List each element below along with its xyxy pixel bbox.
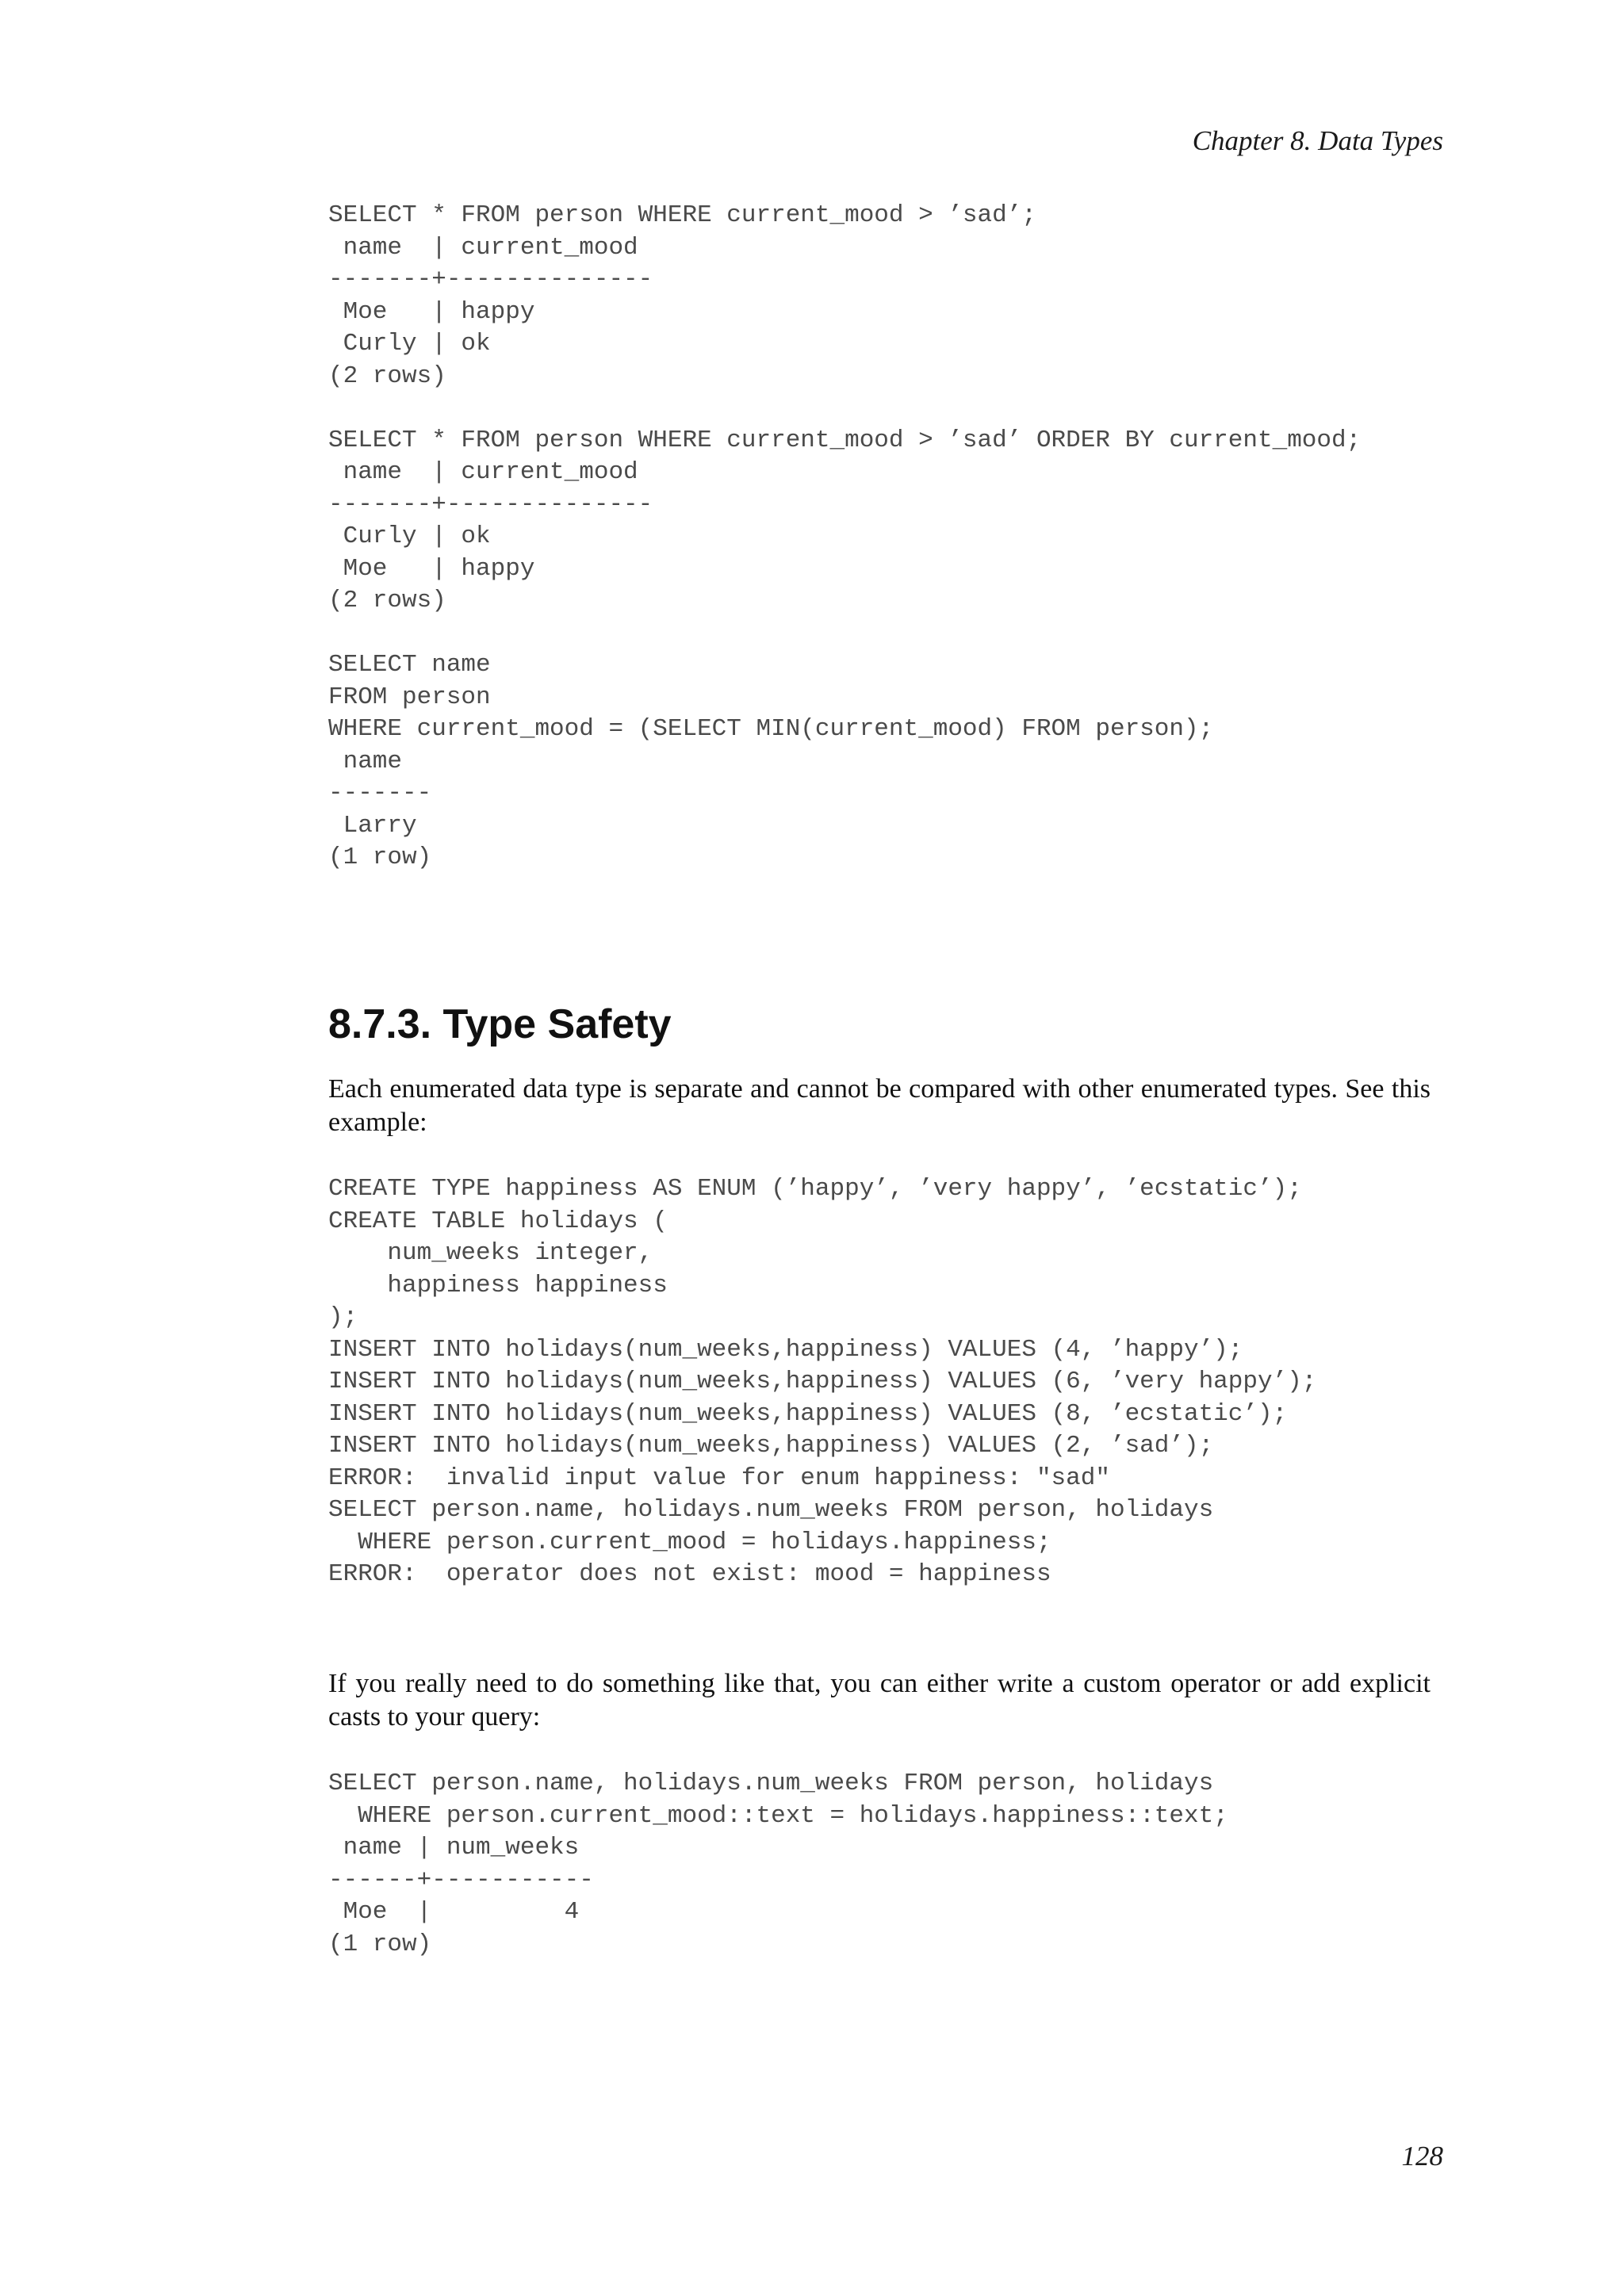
code-line: INSERT INTO holidays(num_weeks,happiness) VALUES (2, ’sad’); bbox=[328, 1432, 1214, 1460]
code-line: WHERE current_mood = (SELECT MIN(current_mood) FROM person); bbox=[328, 715, 1214, 743]
code-line: ERROR: operator does not exist: mood = happiness bbox=[328, 1560, 1051, 1588]
code-line: num_weeks integer, bbox=[328, 1239, 653, 1267]
code-line: FROM person bbox=[328, 683, 491, 711]
code-line: (2 rows) bbox=[328, 362, 446, 390]
code-line: SELECT * FROM person WHERE current_mood > ’sad’ ORDER BY current_mood; bbox=[328, 426, 1362, 454]
code-line: name | num_weeks bbox=[328, 1834, 580, 1862]
code-line: WHERE person.current_mood = holidays.happiness; bbox=[328, 1528, 1051, 1556]
code-line: CREATE TABLE holidays ( bbox=[328, 1207, 668, 1235]
code-line: -------+-------------- bbox=[328, 266, 653, 293]
running-header: Chapter 8. Data Types bbox=[1192, 125, 1443, 156]
code-line: ERROR: invalid input value for enum happiness: "sad" bbox=[328, 1464, 1110, 1492]
code-block-explicit-casts bbox=[328, 1768, 1228, 1961]
code-line: CREATE TYPE happiness AS ENUM (’happy’, ’very happy’, ’ecstatic’); bbox=[328, 1175, 1302, 1203]
code-line: Curly | ok bbox=[328, 522, 491, 550]
code-line: name | current_mood bbox=[328, 458, 638, 486]
code-line: (1 row) bbox=[328, 844, 432, 871]
code-line: SELECT name bbox=[328, 651, 491, 679]
code-line: SELECT person.name, holidays.num_weeks FROM person, holidays bbox=[328, 1496, 1214, 1524]
code-line: INSERT INTO holidays(num_weeks,happiness) VALUES (4, ’happy’); bbox=[328, 1335, 1243, 1364]
explicit-casts-paragraph: If you really need to do something like that, you can either write a custom operator or add explicit casts to your query: bbox=[328, 1669, 1431, 1732]
code-line: -------+-------------- bbox=[328, 490, 653, 519]
code-line: Larry bbox=[328, 811, 417, 840]
code-line: INSERT INTO holidays(num_weeks,happiness) VALUES (8, ’ecstatic’); bbox=[328, 1399, 1288, 1428]
intro-paragraph: Each enumerated data type is separate and cannot be compared with other enumerated types. See this example: bbox=[328, 1074, 1431, 1137]
page-number: 128 bbox=[1401, 2141, 1443, 2172]
code-line: name | current_mood bbox=[328, 233, 638, 262]
code-block-enum-ordering bbox=[328, 200, 1361, 874]
code-line: SELECT person.name, holidays.num_weeks FROM person, holidays bbox=[328, 1770, 1214, 1797]
code-line: Moe | 4 bbox=[328, 1898, 580, 1926]
code-line: Moe | happy bbox=[328, 297, 535, 326]
code-line: happiness happiness bbox=[328, 1271, 668, 1299]
code-line: (2 rows) bbox=[328, 587, 446, 614]
code-line bbox=[328, 618, 1361, 650]
code-line: Curly | ok bbox=[328, 330, 491, 358]
code-block-type-safety bbox=[328, 1173, 1316, 1591]
code-line: INSERT INTO holidays(num_weeks,happiness) VALUES (6, ’very happy’); bbox=[328, 1368, 1317, 1395]
code-line: ------+----------- bbox=[328, 1866, 594, 1894]
code-line: (1 row) bbox=[328, 1930, 432, 1958]
code-line bbox=[328, 392, 1361, 425]
section-heading: 8.7.3. Type Safety bbox=[328, 1001, 672, 1047]
code-line: ); bbox=[328, 1303, 358, 1331]
code-line: ------- bbox=[328, 779, 432, 807]
code-line: SELECT * FROM person WHERE current_mood > ’sad’; bbox=[328, 201, 1036, 229]
code-line: Moe | happy bbox=[328, 554, 535, 583]
code-line: name bbox=[328, 747, 403, 775]
code-line: WHERE person.current_mood::text = holidays.happiness::text; bbox=[328, 1801, 1228, 1830]
